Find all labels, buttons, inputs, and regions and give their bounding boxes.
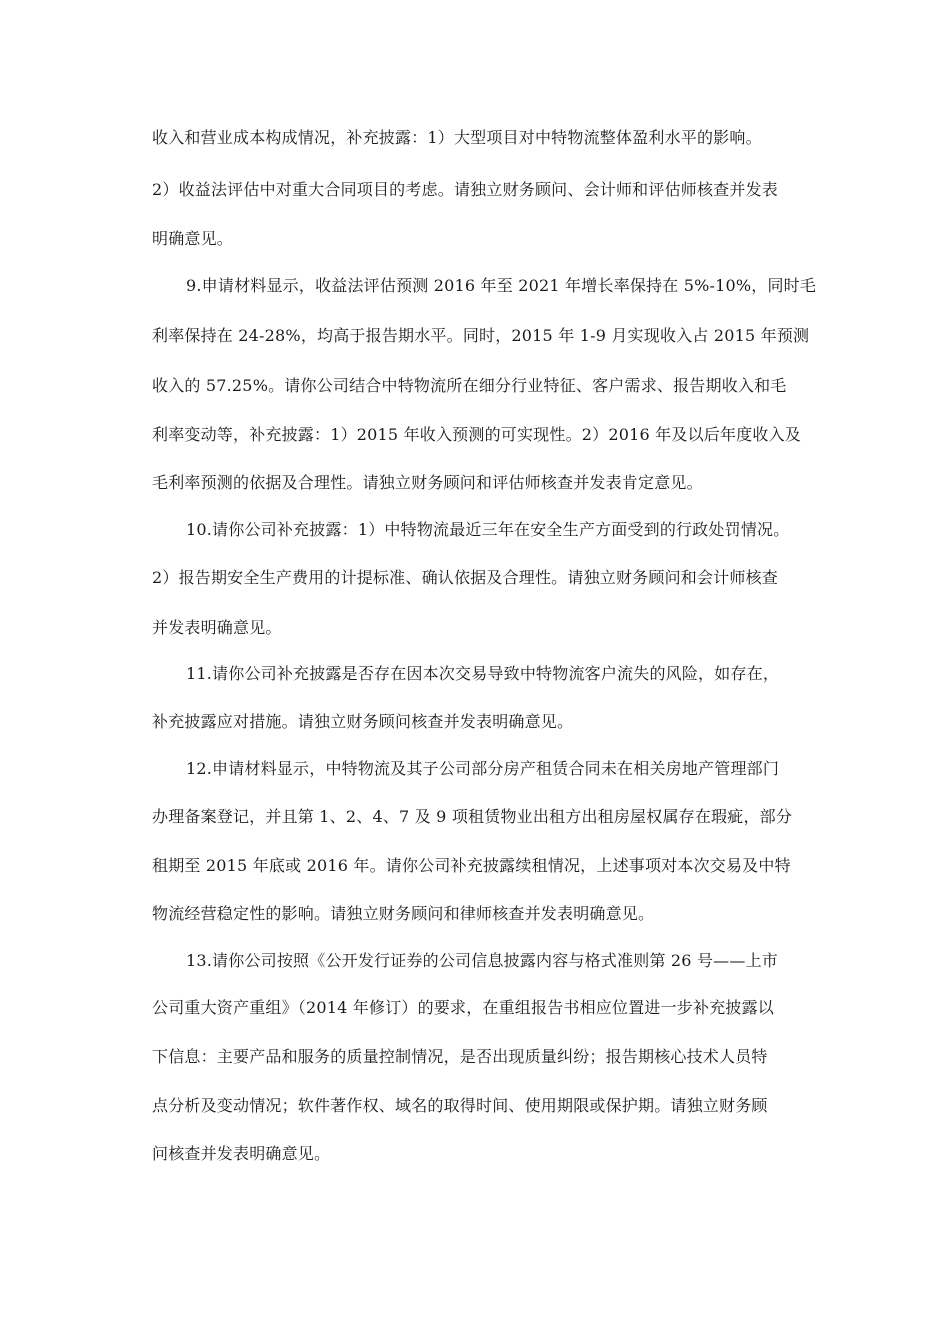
text-line: 11.请你公司补充披露是否存在因本次交易导致中特物流客户流失的风险，如存在， <box>186 664 780 683</box>
text-line: 物流经营稳定性的影响。请独立财务顾问和律师核查并发表明确意见。 <box>152 904 655 923</box>
text-line: 办理备案登记，并且第 1、2、4、7 及 9 项租赁物业出租方出租房屋权属存在瑕疵，部分 <box>152 807 793 826</box>
text-line: 问核查并发表明确意见。 <box>152 1144 331 1163</box>
text-line: 收入的 57.25%。请你公司结合中特物流所在细分行业特征、客户需求、报告期收入和毛 <box>152 376 787 395</box>
text-line: 毛利率预测的依据及合理性。请独立财务顾问和评估师核查并发表肯定意见。 <box>152 473 703 492</box>
text-line: 12.申请材料显示，中特物流及其子公司部分房产租赁合同未在相关房地产管理部门 <box>186 759 780 778</box>
text-line: 9.申请材料显示，收益法评估预测 2016 年至 2021 年增长率保持在 5%-10%，同时毛 <box>186 276 817 295</box>
text-line: 收入和营业成本构成情况，补充披露：1）大型项目对中特物流整体盈利水平的影响。 <box>152 128 762 147</box>
text-line: 公司重大资产重组》（2014 年修订）的要求，在重组报告书相应位置进一步补充披露以 <box>152 998 775 1017</box>
text-line: 明确意见。 <box>152 229 234 248</box>
text-line: 点分析及变动情况；软件著作权、域名的取得时间、使用期限或保护期。请独立财务顾 <box>152 1096 768 1115</box>
text-line: 并发表明确意见。 <box>152 618 282 637</box>
text-line: 2）报告期安全生产费用的计提标准、确认依据及合理性。请独立财务顾问和会计师核查 <box>152 568 778 587</box>
text-line: 2）收益法评估中对重大合同项目的考虑。请独立财务顾问、会计师和评估师核查并发表 <box>152 180 778 199</box>
text-line: 租期至 2015 年底或 2016 年。请你公司补充披露续租情况，上述事项对本次交易及中特 <box>152 856 791 875</box>
text-line: 下信息：主要产品和服务的质量控制情况，是否出现质量纠纷；报告期核心技术人员特 <box>152 1047 768 1066</box>
text-line: 13.请你公司按照《公开发行证券的公司信息披露内容与格式准则第 26 号——上市 <box>186 951 778 970</box>
text-line: 补充披露应对措施。请独立财务顾问核查并发表明确意见。 <box>152 712 574 731</box>
text-line: 利率保持在 24-28%，均高于报告期水平。同时，2015 年 1-9 月实现收入占 2015 年预测 <box>152 326 810 345</box>
text-line: 10.请你公司补充披露：1）中特物流最近三年在安全生产方面受到的行政处罚情况。 <box>186 520 790 539</box>
text-line: 利率变动等，补充披露：1）2015 年收入预测的可实现性。2）2016 年及以后年度收入及 <box>152 425 801 444</box>
